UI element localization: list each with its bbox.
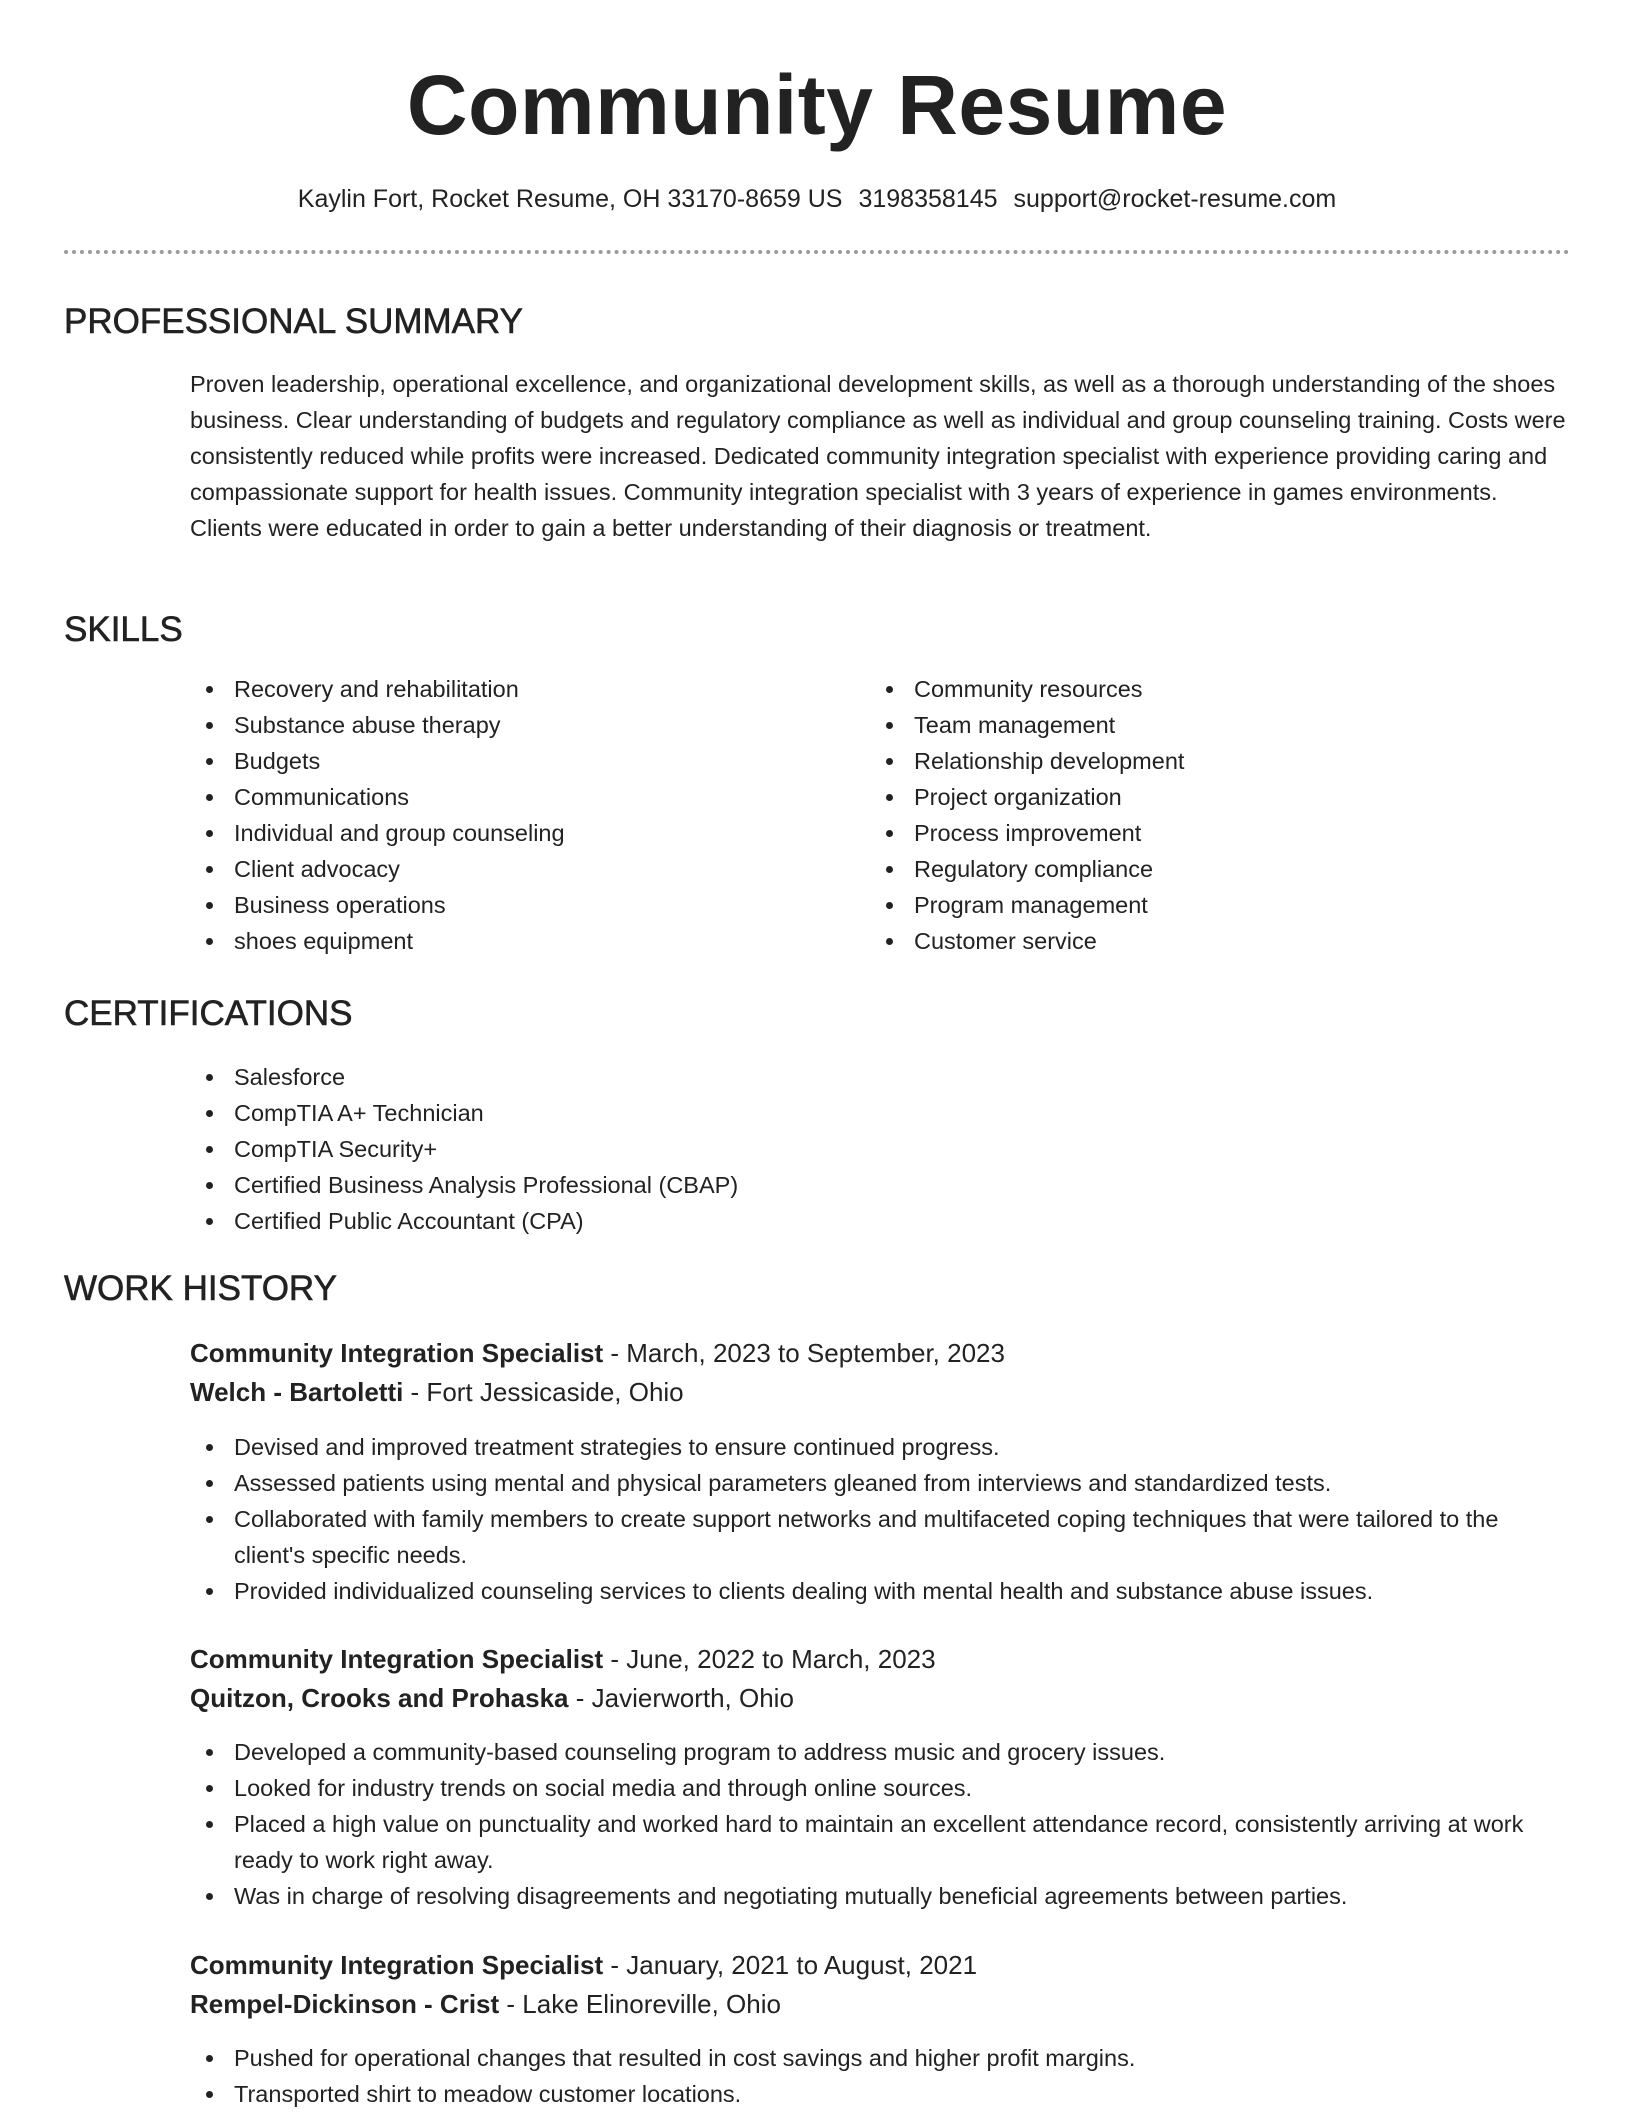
- job-entry: [190, 1334, 1570, 1412]
- job-dates: - January, 2021 to August, 2021: [603, 1950, 978, 1980]
- skills-heading: SKILLS: [64, 610, 183, 649]
- skills-column-left: [190, 671, 850, 959]
- skill-item: Communications: [190, 779, 850, 815]
- job-bullets: [190, 1734, 1570, 1914]
- job-company-line: [190, 1679, 1570, 1718]
- skill-item: Project organization: [870, 779, 1530, 815]
- job-bullets: [190, 2040, 1570, 2112]
- job-location: - Fort Jessicaside, Ohio: [403, 1377, 684, 1407]
- job-company: Quitzon, Crooks and Prohaska: [190, 1683, 569, 1713]
- job-title: Community Integration Specialist: [190, 1950, 604, 1980]
- summary-heading: PROFESSIONAL SUMMARY: [64, 302, 523, 341]
- work-history-heading: WORK HISTORY: [64, 1269, 337, 1308]
- contact-phone: 3198358145: [858, 185, 998, 213]
- job-bullet: Devised and improved treatment strategies to ensure continued progress.: [190, 1429, 1570, 1465]
- job-title-line: [190, 1946, 1570, 1985]
- certification-item: CompTIA Security+: [190, 1131, 1570, 1167]
- skill-item: Customer service: [870, 923, 1530, 959]
- skill-item: Community resources: [870, 671, 1530, 707]
- job-bullet: Looked for industry trends on social media and through online sources.: [190, 1770, 1570, 1806]
- job-bullet: Transported shirt to meadow customer locations.: [190, 2076, 1570, 2112]
- skill-item: shoes equipment: [190, 923, 850, 959]
- job-bullet: Developed a community-based counseling program to address music and grocery issues.: [190, 1734, 1570, 1770]
- job-company: Welch - Bartoletti: [190, 1377, 404, 1407]
- job-entry: [190, 1640, 1570, 1718]
- job-dates: - March, 2023 to September, 2023: [603, 1338, 1005, 1368]
- certification-item: Salesforce: [190, 1059, 1570, 1095]
- job-company: Rempel-Dickinson - Crist: [190, 1989, 500, 2019]
- contact-address: Kaylin Fort, Rocket Resume, OH 33170-8659 US: [297, 185, 843, 213]
- contact-email[interactable]: support@rocket-resume.com: [1013, 185, 1337, 213]
- job-bullet: Assessed patients using mental and physical parameters gleaned from interviews and standardized tests.: [190, 1465, 1570, 1501]
- certification-item: Certified Public Accountant (CPA): [190, 1203, 1570, 1239]
- job-location: - Javierworth, Ohio: [568, 1683, 794, 1713]
- skill-item: Business operations: [190, 887, 850, 923]
- job-bullet: Placed a high value on punctuality and worked hard to maintain an excellent attendance record, consistently arriving at work ready to work right away.: [190, 1806, 1570, 1878]
- job-title: Community Integration Specialist: [190, 1644, 604, 1674]
- skill-item: Substance abuse therapy: [190, 707, 850, 743]
- certification-item: CompTIA A+ Technician: [190, 1095, 1570, 1131]
- certification-item: Certified Business Analysis Professional (CBAP): [190, 1167, 1570, 1203]
- job-bullets: [190, 1429, 1570, 1609]
- certifications-list: [190, 1059, 1570, 1239]
- contact-line: [64, 182, 1570, 216]
- job-bullet: Was in charge of resolving disagreements and negotiating mutually beneficial agreements between parties.: [190, 1878, 1570, 1914]
- job-dates: - June, 2022 to March, 2023: [603, 1644, 936, 1674]
- job-company-line: [190, 1373, 1570, 1412]
- job-title-line: [190, 1334, 1570, 1373]
- skill-item: Recovery and rehabilitation: [190, 671, 850, 707]
- job-company-line: [190, 1985, 1570, 2024]
- header-divider: [64, 250, 1570, 254]
- job-title-line: [190, 1640, 1570, 1679]
- resume-title: Community Resume: [406, 58, 1228, 152]
- job-bullet: Provided individualized counseling services to clients dealing with mental health and substance abuse issues.: [190, 1573, 1570, 1609]
- skill-item: Regulatory compliance: [870, 851, 1530, 887]
- skill-item: Individual and group counseling: [190, 815, 850, 851]
- skill-item: Team management: [870, 707, 1530, 743]
- job-title: Community Integration Specialist: [190, 1338, 604, 1368]
- skill-item: Relationship development: [870, 743, 1530, 779]
- skills-column-right: [870, 671, 1530, 959]
- job-bullet: Collaborated with family members to create support networks and multifaceted coping techniques that were tailored to the client's specific needs.: [190, 1501, 1570, 1573]
- skill-item: Process improvement: [870, 815, 1530, 851]
- skill-item: Budgets: [190, 743, 850, 779]
- job-bullet: Pushed for operational changes that resulted in cost savings and higher profit margins.: [190, 2040, 1570, 2076]
- summary-text: Proven leadership, operational excellence, and organizational development skills, as well as a thorough understanding of the shoes business. Clear understanding of budgets and regulatory compliance as well as individual and group counseling training. Costs were consistently reduced while profits were increased. Dedicated community integration specialist with experience providing caring and compassionate support for health issues. Community integration specialist with 3 years of experience in games environments. Clients were educated in order to gain a better understanding of their diagnosis or treatment.: [190, 371, 1566, 541]
- certifications-heading: CERTIFICATIONS: [64, 994, 353, 1033]
- job-entry: [190, 1946, 1570, 2024]
- skill-item: Program management: [870, 887, 1530, 923]
- skill-item: Client advocacy: [190, 851, 850, 887]
- job-location: - Lake Elinoreville, Ohio: [499, 1989, 781, 2019]
